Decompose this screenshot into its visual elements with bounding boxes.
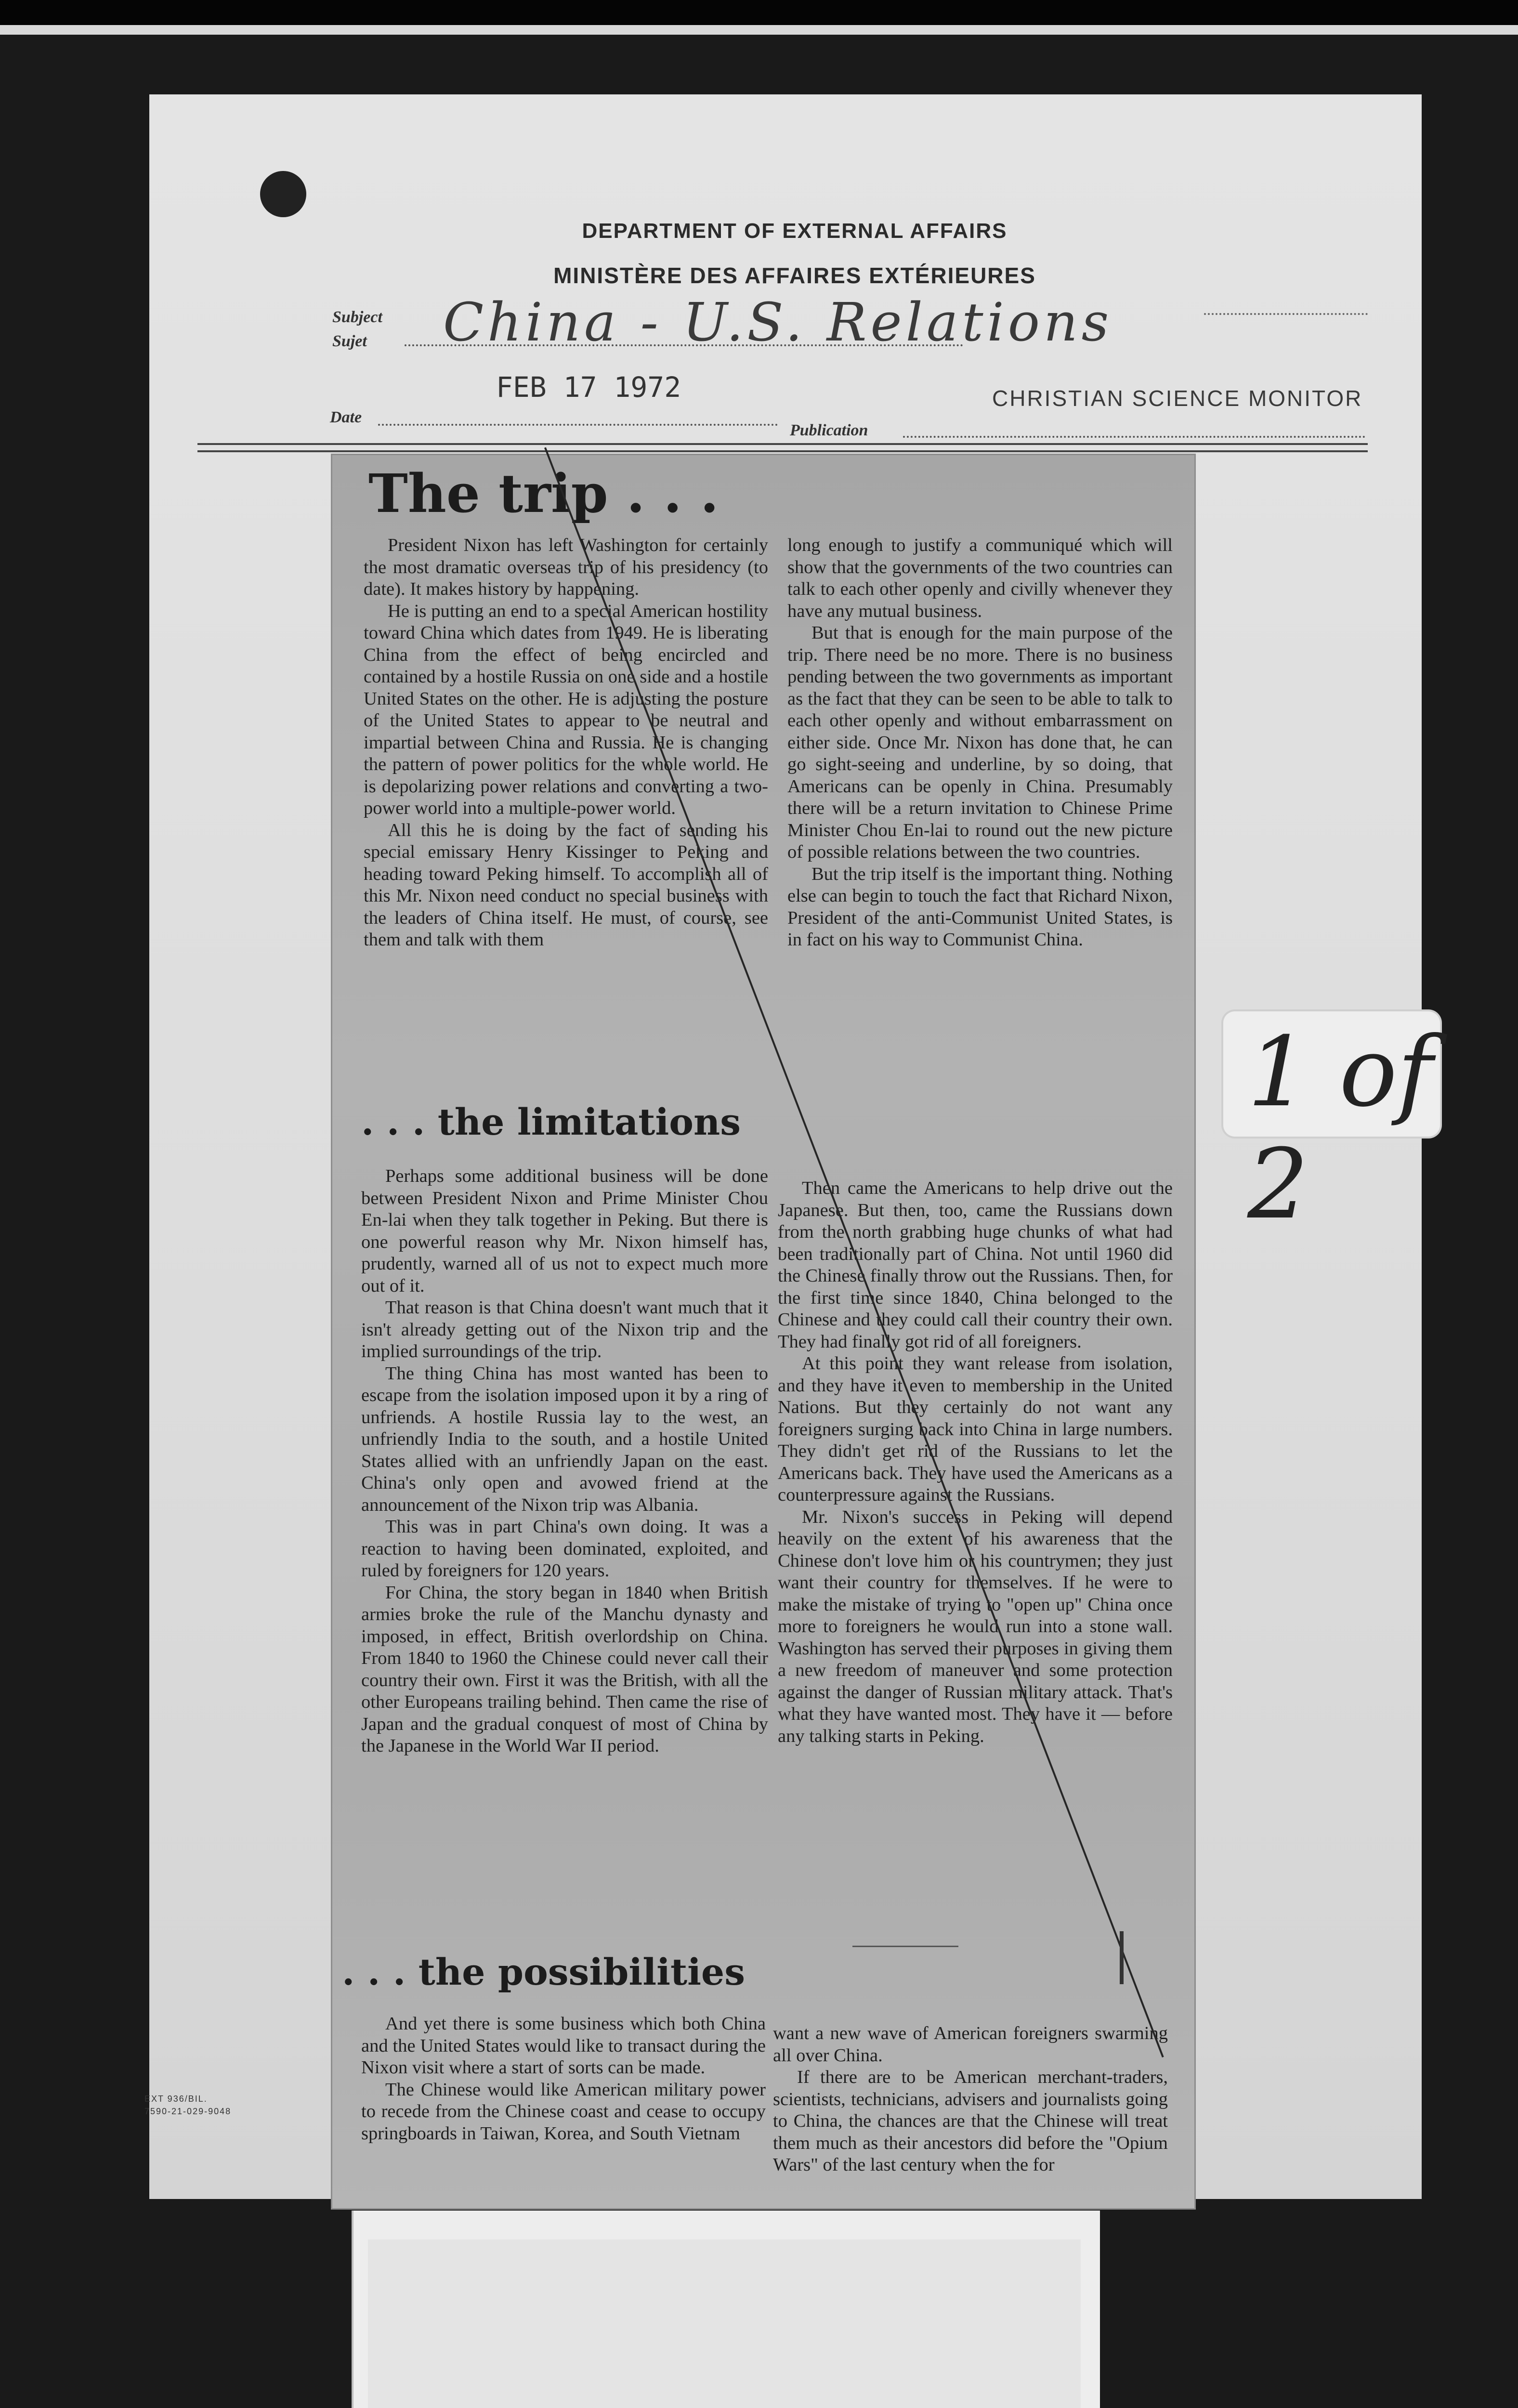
publication-stamp: CHRISTIAN SCIENCE MONITOR: [992, 386, 1363, 411]
section1-right-column: [787, 535, 1173, 951]
punch-hole: [260, 171, 306, 217]
paragraph: President Nixon has left Washington for certainly the most dramatic overseas trip of his presidency (to date). It makes history by happening.: [364, 535, 768, 599]
newspaper-clipping: [332, 455, 1194, 2208]
subject-label: Subject: [332, 308, 382, 326]
letterhead-french: MINISTÈRE DES AFFAIRES EXTÉRIEURES: [553, 263, 1036, 288]
paragraph: If there are to be American merchant-traders, scientists, technicians, advisers and journalists going to China, the chances are that the Chinese will treat them much as their ancestors did before the "Opium Wars" of the last century when the for: [773, 2067, 1168, 2175]
paragraph: want a new wave of American foreigners swarming all over China.: [773, 2023, 1168, 2066]
paragraph: Mr. Nixon's success in Peking will depend heavily on the extent of his awareness that the Chinese don't love him or his countrymen; they just want their country for themselves. If he were to make the mistake of trying to "open up" China once more to foreigners he would run into a stone wall. Washington has served their purposes in giving them a new freedom of maneuver and some protection against the danger of Russian military attack. That's what they have wanted most. They have it — before any talking starts in Peking.: [778, 1506, 1173, 1746]
paragraph: The Chinese would like American military power to recede from the Chinese coast and cease to occupy springboards in Taiwan, Korea, and South Vietnam: [361, 2079, 766, 2144]
film-border-top: [0, 0, 1518, 25]
section3-right-column: [773, 2023, 1168, 2176]
subject-handwriting: China - U.S. Relations: [443, 291, 1113, 353]
paragraph: But the trip itself is the important thing. Nothing else can begin to touch the fact that Richard Nixon, President of the anti-Communist United States, is in fact on his way to Communist China.: [787, 864, 1173, 950]
end-rule: [852, 1946, 958, 1947]
letterhead-english: DEPARTMENT OF EXTERNAL AFFAIRS: [582, 219, 1008, 243]
headline-the-trip: The trip . . .: [368, 462, 719, 524]
date-label: Date: [330, 408, 362, 426]
form-code-text: EXT 936/BIL. 7590-21-029-9048: [144, 2094, 232, 2116]
section3-left-column: [361, 2013, 766, 2145]
publication-line: [903, 436, 1365, 438]
paragraph: long enough to justify a communiqué which will show that the governments of the two countries can talk to each other openly and civilly whenever they have any mutual business.: [787, 535, 1173, 621]
headline-the-possibilities: . . . the possibilities: [342, 1950, 746, 1993]
attached-paper-inner: [368, 2239, 1081, 2408]
paragraph: That reason is that China doesn't want much that it isn't already getting out of the Nixon trip and the implied surroundings of the trip.: [361, 1297, 768, 1361]
subject-line-right: [1204, 313, 1368, 315]
paragraph: Perhaps some additional business will be done between President Nixon and Prime Minister Chou En-lai when they talk together in Peking. But there is one powerful reason why Mr. Nixon himself has, prudently, warned all of us not to expect much more out of it.: [361, 1166, 768, 1296]
paragraph: All this he is doing by the fact of sending his special emissary Henry Kissinger to Peking and heading toward Peking himself. To accomplish all of this Mr. Nixon need conduct no special business with the leaders of China itself. He must, of course, see them and talk with them: [364, 820, 768, 950]
paragraph: But that is enough for the main purpose of the trip. There need be no more. There is no business pending between the two governments as important as the fact that they can be seen to be able to talk to each other openly and without embarrassment on either side. Once Mr. Nixon has done that, he can go sight-seeing and underline, by so doing, that Americans can be openly in China. Presumably there will be a return invitation to Chinese Prime Minister Chou En-lai to round out the new picture of possible relations between the two countries.: [787, 623, 1173, 862]
page-number-text: 1 of 2: [1247, 1016, 1433, 1241]
paragraph: He is putting an end to a special American hostility toward China which dates from 1949. He is liberating China from the effect of being encircled and contained by a hostile Russia on one side and a hostile United States on the other. He is adjusting the posture of the United States to appear to be neutral and impartial between China and Russia. He is changing the pattern of power politics for the whole world. He is depolarizing power relations and converting a two-power world into a multiple-power world.: [364, 601, 768, 818]
section2-left-column: [361, 1165, 768, 1757]
paragraph: And yet there is some business which both China and the United States would like to transact during the Nixon visit where a start of sorts can be made.: [361, 2014, 766, 2078]
section2-right-column: [778, 1178, 1173, 1747]
sujet-label: Sujet: [332, 332, 367, 350]
form-rule-1: [197, 443, 1368, 445]
film-border-strip: [0, 25, 1518, 35]
form-code: [144, 2093, 231, 2118]
paragraph: Then came the Americans to help drive out the Japanese. But then, too, came the Russians down from the north grabbing huge chunks of what had been traditionally part of China. Not until 1960 did the Chinese finally throw out the Russians. Then, for the first time since 1840, China belonged to the Chinese and they could call their country their own. They had finally got rid of all foreigners.: [778, 1178, 1173, 1352]
paragraph: This was in part China's own doing. It was a reaction to having been dominated, exploited, and ruled by foreigners for 120 years.: [361, 1517, 768, 1581]
date-stamp: FEB 17 1972: [496, 371, 681, 404]
headline-the-limitations: . . . the limitations: [361, 1100, 741, 1143]
attached-paper: [352, 2211, 1100, 2408]
pencil-tick-mark: [1120, 1931, 1124, 1984]
section1-left-column: [364, 535, 768, 951]
form-rule-2: [197, 450, 1368, 452]
paragraph: At this point they want release from isolation, and they have it even to membership in the United Nations. But they certainly do not want any foreigners surging back into China in large numbers. They didn't get rid of the Russians to let the Americans back. They have used the Americans as a counterpressure against the Russians.: [778, 1353, 1173, 1505]
paragraph: The thing China has most wanted has been to escape from the isolation imposed upon it by a ring of unfriends. A hostile Russia lay to the west, an unfriendly India to the south, and a hostile United States allied with an unfriendly Japan on the east. China's only open and avowed friend at the announcement of the Nixon trip was Albania.: [361, 1363, 768, 1515]
date-line: [378, 424, 778, 426]
publication-label: Publication: [790, 421, 868, 439]
paragraph: For China, the story began in 1840 when British armies broke the rule of the Manchu dynasty and imposed, in effect, British overlordship on China. From 1840 to 1960 the Chinese could never call their country their own. First it was the British, with all the other Europeans trailing behind. Then came the rise of Japan and the gradual conquest of most of China by the Japanese in the World War II period.: [361, 1582, 768, 1756]
